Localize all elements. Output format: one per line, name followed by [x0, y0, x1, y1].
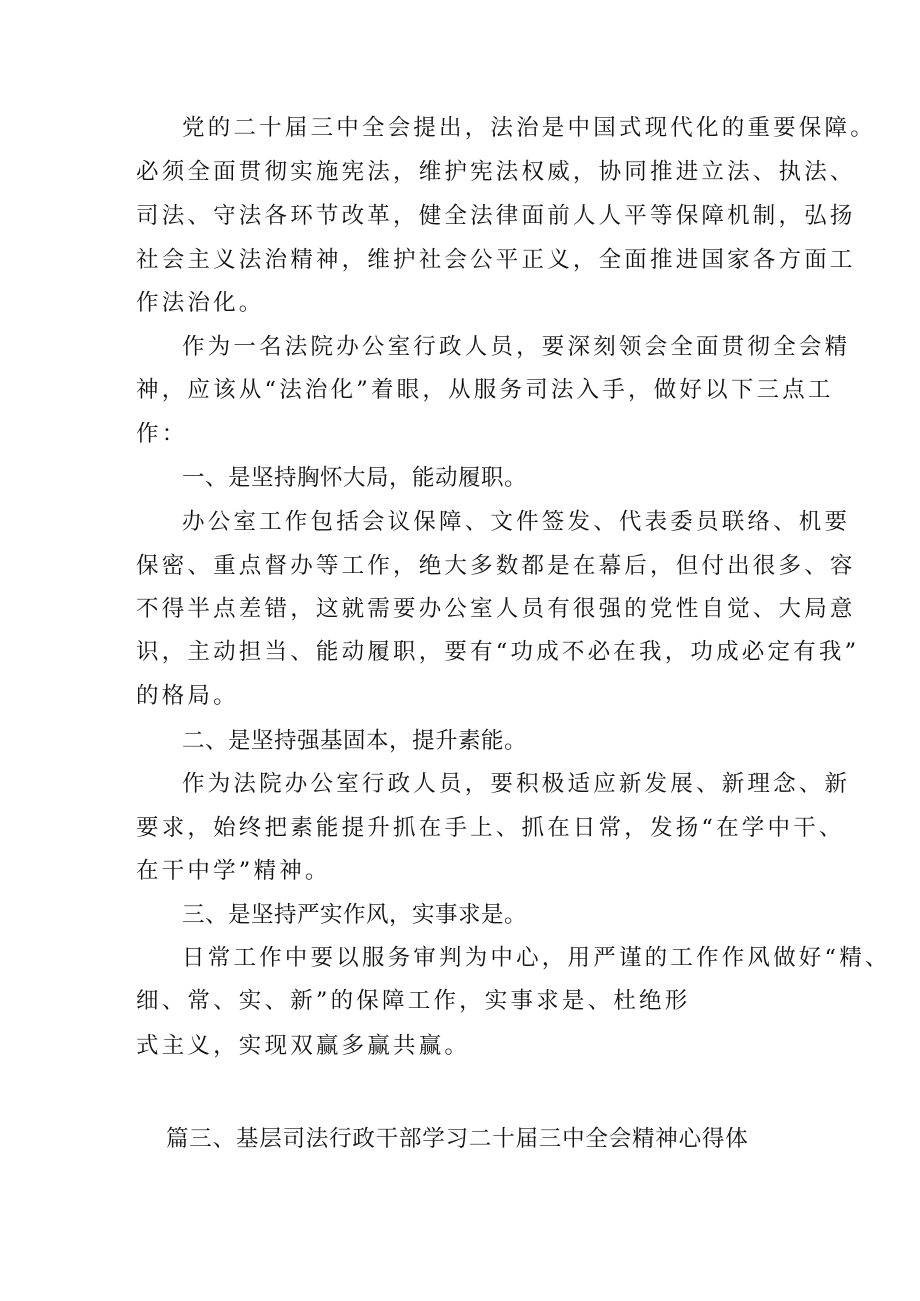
section-3-line-2: 细、常、实、新”的保障工作，实事求是、杜绝形 — [136, 988, 691, 1014]
section-2-line-2: 要求，始终把素能提升抓在手上、抓在日常，发扬“在学中干、 — [136, 815, 845, 841]
section-1-line-3: 不得半点差错，这就需要办公室人员有很强的党性自觉、大局意 — [136, 596, 856, 622]
section-3-line-3: 式主义，实现双赢多赢共赢。 — [136, 1033, 471, 1059]
section-3-line-1: 日常工作中要以服务审判为中心，用严谨的工作作风做好“精、 — [182, 945, 891, 971]
paragraph-1-line-4: 社会主义法治精神，维护社会公平正义，全面推进国家各方面工 — [136, 247, 856, 273]
section-1-line-5: 的格局。 — [136, 683, 239, 709]
paragraph-2-line-2: 神，应该从“法治化”着眼，从服务司法入手，做好以下三点工 — [136, 377, 834, 403]
section-2-heading: 二、是坚持强基固本，提升素能。 — [182, 728, 528, 754]
section-2-line-3: 在干中学”精神。 — [136, 858, 331, 884]
paragraph-1-line-3: 司法、守法各环节改革，健全法律面前人人平等保障机制，弘扬 — [136, 203, 856, 229]
paragraph-1-line-1: 党的二十届三中全会提出，法治是中国式现代化的重要保障。 — [182, 115, 876, 141]
paragraph-1-line-2: 必须全面贯彻实施宪法，维护宪法权威，协同推进立法、执法、 — [136, 159, 856, 185]
section-2-line-1: 作为法院办公室行政人员，要积极适应新发展、新理念、新 — [182, 771, 851, 797]
paragraph-2-line-3: 作： — [136, 421, 188, 447]
section-1-line-4: 识，主动担当、能动履职，要有“功成不必在我，功成必定有我” — [136, 639, 860, 665]
paragraph-1-line-5: 作法治化。 — [136, 290, 265, 316]
section-3-heading: 三、是坚持严实作风，实事求是。 — [182, 902, 528, 928]
section-1-heading: 一、是坚持胸怀大局，能动履职。 — [182, 465, 528, 491]
paragraph-2-line-1: 作为一名法院办公室行政人员，要深刻领会全面贯彻全会精 — [182, 334, 851, 360]
next-section-title: 篇三、基层司法行政干部学习二十届三中全会精神心得体 — [166, 1126, 749, 1152]
section-1-line-1: 办公室工作包括会议保障、文件签发、代表委员联络、机要 — [182, 509, 851, 535]
section-1-line-2: 保密、重点督办等工作，绝大多数都是在幕后，但付出很多、容 — [136, 553, 856, 579]
